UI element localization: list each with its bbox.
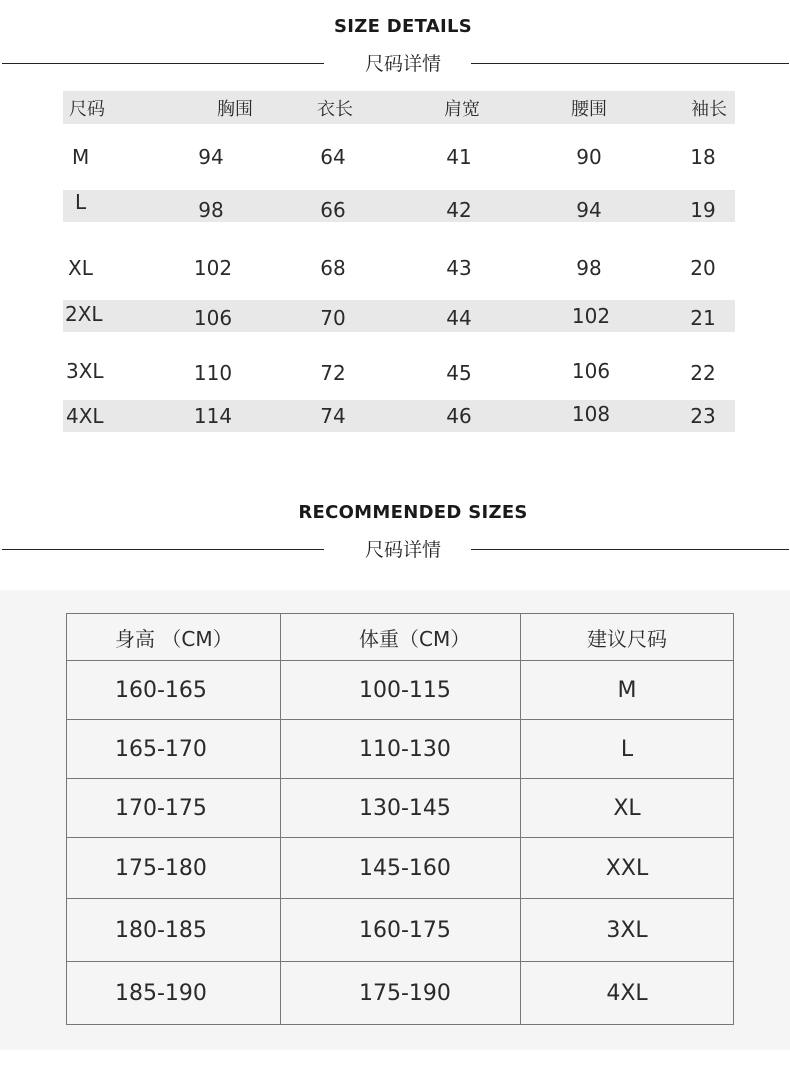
size-table-header-row	[63, 91, 735, 124]
chest-cell: 114	[193, 404, 233, 428]
size-cell: 3XL	[66, 358, 104, 383]
recommended-sizes-table	[66, 613, 734, 1025]
table-row	[67, 779, 734, 838]
size-cell: L	[521, 720, 734, 779]
table-row	[67, 838, 734, 899]
table-row	[67, 899, 734, 962]
table-row	[63, 345, 735, 400]
sleeve-cell: 21	[690, 306, 716, 330]
waist-cell: 90	[576, 145, 602, 169]
size-cell: 3XL	[521, 899, 734, 962]
table-row	[63, 235, 735, 300]
header-cell: 袖长	[691, 98, 727, 120]
shoulder-cell: 46	[446, 404, 472, 428]
length-cell: 70	[320, 306, 346, 330]
waist-cell: 98	[576, 255, 602, 280]
chest-cell: 110	[193, 360, 233, 385]
chest-cell: 106	[193, 306, 233, 330]
table-row	[63, 300, 735, 332]
waist-cell: 108	[571, 402, 611, 426]
waist-cell: 94	[576, 198, 602, 222]
weight-cell: 110-130	[281, 720, 521, 779]
height-cell: 170-175	[67, 779, 281, 838]
chest-cell: 102	[193, 255, 233, 280]
size-cell: XL	[521, 779, 734, 838]
size-details-subtitle: 尺码详情	[364, 53, 441, 75]
height-cell: 175-180	[67, 838, 281, 899]
shoulder-cell: 43	[446, 255, 472, 280]
shoulder-cell: 45	[446, 360, 472, 385]
length-cell: 64	[320, 145, 346, 169]
size-cell: L	[75, 190, 87, 214]
height-cell: 180-185	[67, 899, 281, 962]
sleeve-cell: 22	[690, 360, 716, 385]
size-cell: 4XL	[521, 962, 734, 1025]
size-header: 建议尺码	[521, 614, 734, 661]
size-details-title: SIZE DETAILS	[333, 16, 473, 37]
table-row	[67, 720, 734, 779]
table-row	[67, 962, 734, 1025]
waist-cell: 106	[571, 358, 611, 383]
height-cell: 165-170	[67, 720, 281, 779]
table-row	[63, 400, 735, 432]
weight-cell: 160-175	[281, 899, 521, 962]
header-cell: 尺码	[69, 98, 105, 120]
size-cell: XXL	[521, 838, 734, 899]
shoulder-cell: 41	[446, 145, 472, 169]
table-row	[63, 124, 735, 190]
weight-cell: 100-115	[281, 661, 521, 720]
divider-right	[471, 549, 789, 550]
size-cell: 4XL	[66, 404, 104, 428]
sleeve-cell: 20	[690, 255, 716, 280]
divider-right	[471, 63, 789, 64]
length-cell: 72	[320, 360, 346, 385]
height-cell: 160-165	[67, 661, 281, 720]
weight-cell: 130-145	[281, 779, 521, 838]
shoulder-cell: 44	[446, 306, 472, 330]
chest-cell: 94	[198, 145, 224, 169]
length-cell: 74	[320, 404, 346, 428]
size-details-table	[63, 91, 735, 432]
weight-header: 体重（CM）	[281, 614, 521, 661]
size-cell: 2XL	[65, 302, 103, 326]
height-cell: 185-190	[67, 962, 281, 1025]
weight-cell: 145-160	[281, 838, 521, 899]
table-row	[63, 190, 735, 222]
header-cell: 腰围	[571, 98, 607, 120]
sleeve-cell: 23	[690, 404, 716, 428]
sleeve-cell: 19	[690, 198, 716, 222]
weight-cell: 175-190	[281, 962, 521, 1025]
waist-cell: 102	[571, 304, 611, 328]
shoulder-cell: 42	[446, 198, 472, 222]
chest-cell: 98	[198, 198, 224, 222]
header-cell: 胸围	[217, 98, 253, 120]
height-header: 身高 （CM）	[67, 614, 281, 661]
table-header-row	[67, 614, 734, 661]
sleeve-cell: 18	[690, 145, 716, 169]
header-cell: 肩宽	[444, 98, 480, 120]
length-cell: 68	[320, 255, 346, 280]
size-cell: M	[72, 145, 90, 169]
recommended-title: RECOMMENDED SIZES	[298, 502, 528, 523]
table-row	[67, 661, 734, 720]
header-cell: 衣长	[317, 98, 353, 120]
length-cell: 66	[320, 198, 346, 222]
size-cell: M	[521, 661, 734, 720]
size-cell: XL	[68, 255, 93, 280]
recommended-subtitle: 尺码详情	[364, 539, 441, 561]
